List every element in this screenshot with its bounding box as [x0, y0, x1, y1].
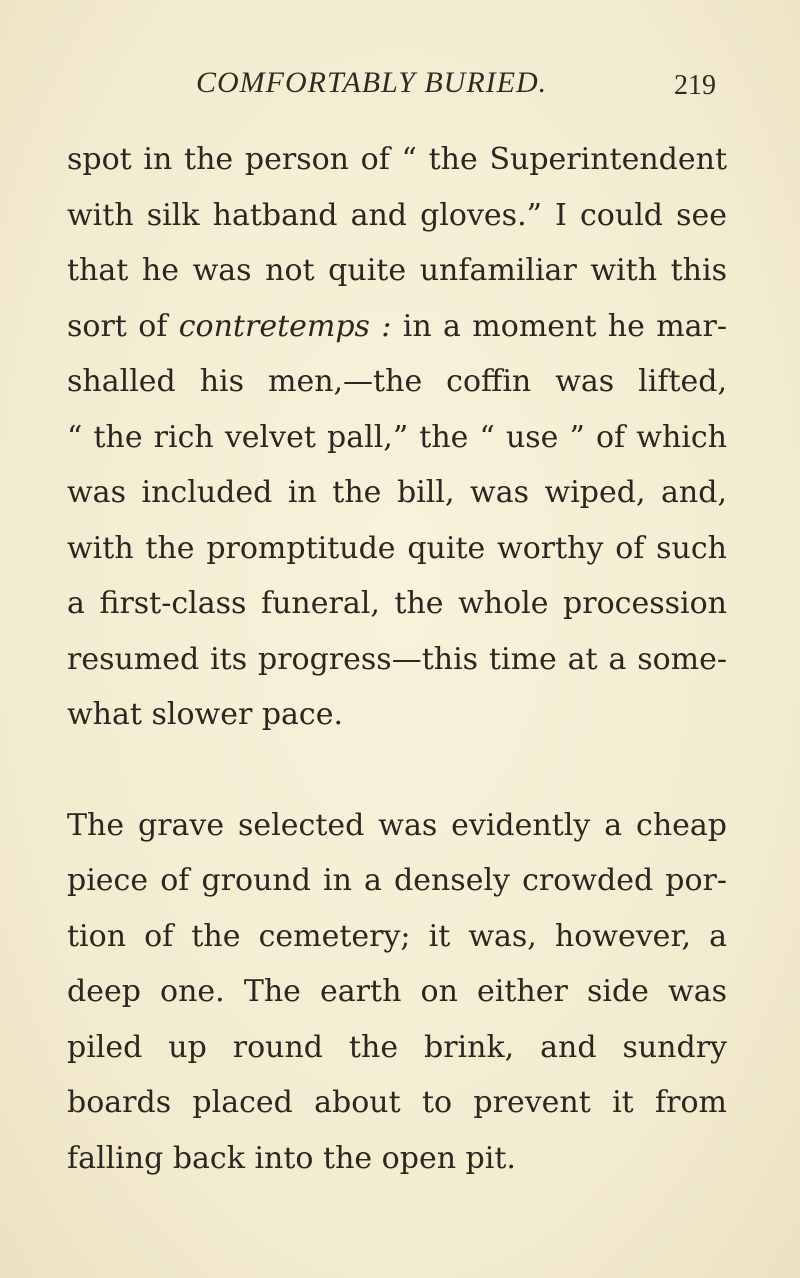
text-line: shalled his men,—the coffin was lifted,: [67, 364, 727, 399]
text-line: tion of the cemetery; it was, however, a: [67, 918, 727, 954]
text-line: resumed its progress—this time at a some-: [67, 641, 727, 677]
text-line: what slower pace.: [67, 697, 344, 732]
text-line: piece of ground in a densely crowded por-: [67, 863, 727, 898]
text-line: a first-class funeral, the whole procession: [67, 586, 727, 621]
running-title: COMFORTABLY BURIED.: [196, 66, 548, 99]
text-line: was included in the bill, was wiped, and,: [67, 475, 727, 510]
paragraph-1: [67, 132, 727, 743]
paragraph-break: [67, 743, 727, 798]
text-line: piled up round the brink, and sundry: [67, 1029, 727, 1065]
text-line: with the promptitude quite worthy of such: [67, 530, 727, 566]
text-line: sort of contretemps : in a moment he mar-: [67, 308, 727, 344]
text-line: that he was not quite unfamiliar with this: [67, 253, 727, 288]
text-line: deep one. The earth on either side was: [67, 974, 727, 1009]
page-number: 219: [674, 70, 716, 101]
running-head: [66, 66, 726, 106]
text-line: boards placed about to prevent it from: [67, 1085, 727, 1120]
text-line: with silk hatband and gloves.” I could see: [67, 197, 727, 233]
text-line: The grave selected was evidently a cheap: [67, 807, 727, 843]
body-text: [67, 132, 727, 1186]
text-line: spot in the person of “ the Superintendent: [67, 142, 727, 177]
text-line: “ the rich velvet pall,” the “ use ” of which: [67, 419, 727, 455]
paragraph-2: [67, 798, 727, 1187]
text-line: falling back into the open pit.: [67, 1140, 516, 1176]
